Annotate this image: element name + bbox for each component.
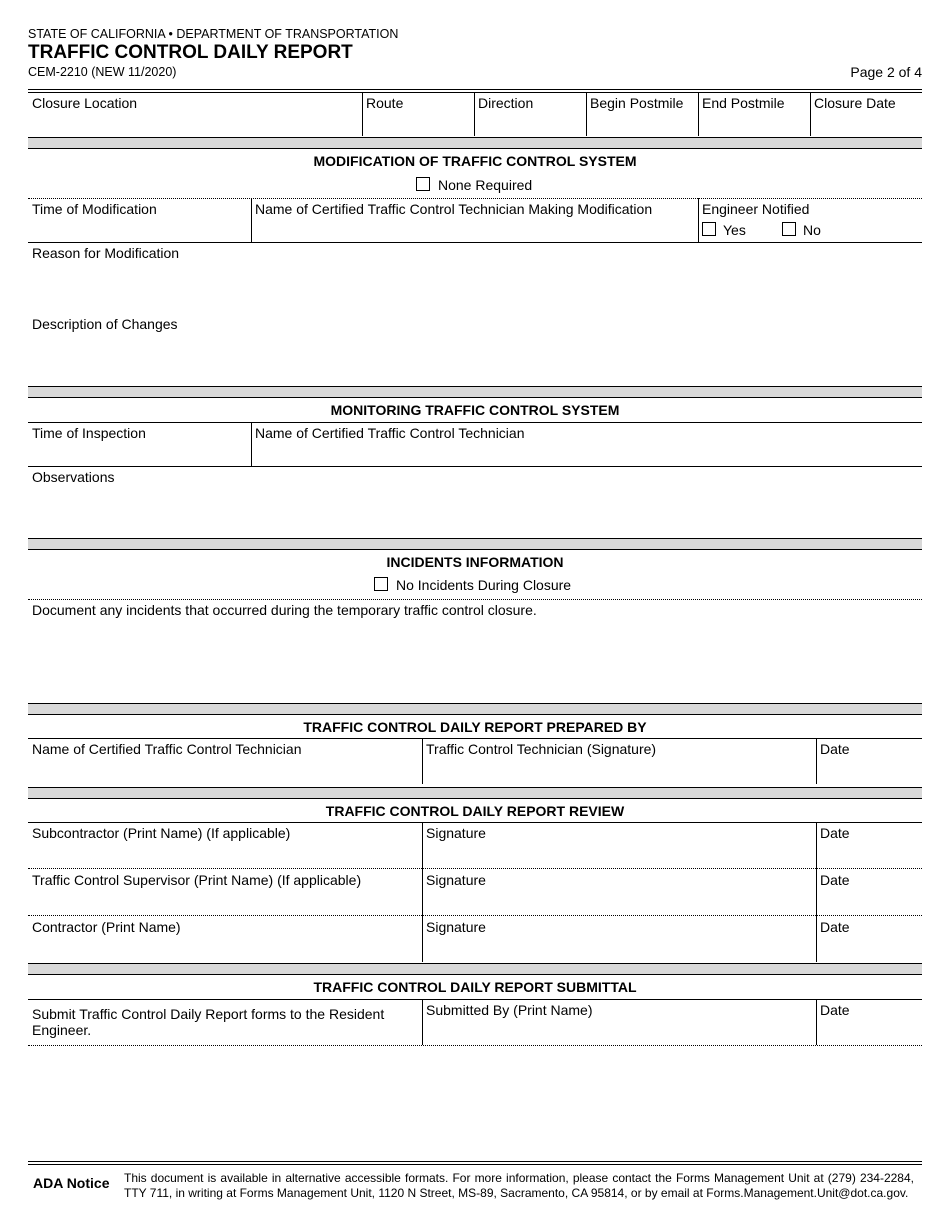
subcontractor-name-field[interactable]: Subcontractor (Print Name) (If applicable) bbox=[32, 825, 291, 841]
rule bbox=[28, 89, 922, 90]
submittal-date-field[interactable]: Date bbox=[820, 1002, 850, 1018]
section-title-incidents: INCIDENTS INFORMATION bbox=[386, 554, 564, 570]
rule bbox=[28, 92, 922, 93]
ada-notice-text: This document is available in alternative accessible formats. For more information, please contact the Forms Management Unit at (279) 234-2284, TTY 711, in writing at Forms Management Unit, 1120 N Street, MS-89, Sacramento, CA 95814, or by email at Forms.Management.Unit@dot.ca.gov. bbox=[124, 1171, 914, 1200]
prepared-signature-field[interactable]: Traffic Control Technician (Signature) bbox=[426, 741, 657, 757]
form-title: TRAFFIC CONTROL DAILY REPORT bbox=[28, 42, 353, 63]
none-required-label: None Required bbox=[438, 177, 533, 193]
submittal-instruction: Submit Traffic Control Daily Report forms to the Resident Engineer. bbox=[32, 1006, 385, 1038]
time-of-inspection-field[interactable]: Time of Inspection bbox=[32, 425, 146, 441]
supervisor-signature-field[interactable]: Signature bbox=[426, 872, 486, 888]
contractor-date-field[interactable]: Date bbox=[820, 919, 850, 935]
none-required-checkbox[interactable] bbox=[416, 177, 430, 191]
modification-technician-field[interactable]: Name of Certified Traffic Control Technician Making Modification bbox=[255, 201, 653, 217]
supervisor-name-field[interactable]: Traffic Control Supervisor (Print Name) (If applicable) bbox=[32, 872, 362, 888]
rule bbox=[28, 198, 922, 199]
rule bbox=[28, 466, 922, 467]
section-title-modification: MODIFICATION OF TRAFFIC CONTROL SYSTEM bbox=[313, 153, 637, 169]
begin-postmile-field[interactable]: Begin Postmile bbox=[590, 95, 684, 111]
form-id: CEM-2210 (NEW 11/2020) bbox=[28, 65, 177, 79]
closure-location-field[interactable]: Closure Location bbox=[32, 95, 138, 111]
divider bbox=[422, 999, 423, 1045]
divider bbox=[816, 822, 817, 962]
section-band bbox=[28, 538, 922, 550]
end-postmile-field[interactable]: End Postmile bbox=[702, 95, 785, 111]
rule bbox=[28, 999, 922, 1000]
rule bbox=[28, 1164, 922, 1165]
direction-field[interactable]: Direction bbox=[478, 95, 534, 111]
section-band bbox=[28, 137, 922, 149]
divider bbox=[698, 198, 699, 242]
section-title-prepared: TRAFFIC CONTROL DAILY REPORT PREPARED BY bbox=[303, 719, 647, 735]
rule bbox=[28, 242, 922, 243]
divider bbox=[251, 422, 252, 466]
time-of-modification-field[interactable]: Time of Modification bbox=[32, 201, 157, 217]
engineer-yes-checkbox[interactable] bbox=[702, 222, 716, 236]
divider bbox=[362, 92, 363, 136]
subcontractor-signature-field[interactable]: Signature bbox=[426, 825, 486, 841]
incidents-description-field[interactable]: Document any incidents that occurred during the temporary traffic control closure. bbox=[32, 602, 537, 618]
divider bbox=[422, 822, 423, 962]
observations-field[interactable]: Observations bbox=[32, 469, 115, 485]
section-band bbox=[28, 703, 922, 715]
route-field[interactable]: Route bbox=[366, 95, 404, 111]
section-band bbox=[28, 787, 922, 799]
rule bbox=[28, 422, 922, 423]
rule bbox=[28, 868, 922, 869]
description-of-changes-field[interactable]: Description of Changes bbox=[32, 316, 178, 332]
engineer-notified-label: Engineer Notified bbox=[702, 201, 810, 217]
closure-date-field[interactable]: Closure Date bbox=[814, 95, 896, 111]
rule bbox=[28, 1045, 922, 1046]
no-incidents-label: No Incidents During Closure bbox=[396, 577, 572, 593]
contractor-name-field[interactable]: Contractor (Print Name) bbox=[32, 919, 181, 935]
subcontractor-date-field[interactable]: Date bbox=[820, 825, 850, 841]
divider bbox=[422, 738, 423, 784]
agency-line: STATE OF CALIFORNIA • DEPARTMENT OF TRANSPORTATION bbox=[28, 27, 399, 41]
rule bbox=[28, 915, 922, 916]
ada-notice-title: ADA Notice bbox=[33, 1175, 110, 1191]
divider bbox=[810, 92, 811, 136]
divider bbox=[816, 999, 817, 1045]
divider bbox=[586, 92, 587, 136]
submitted-by-field[interactable]: Submitted By (Print Name) bbox=[426, 1002, 593, 1018]
contractor-signature-field[interactable]: Signature bbox=[426, 919, 486, 935]
supervisor-date-field[interactable]: Date bbox=[820, 872, 850, 888]
monitoring-technician-field[interactable]: Name of Certified Traffic Control Technician bbox=[255, 425, 525, 441]
rule bbox=[28, 1161, 922, 1162]
rule bbox=[28, 599, 922, 600]
engineer-no-checkbox[interactable] bbox=[782, 222, 796, 236]
engineer-yes-label: Yes bbox=[723, 222, 746, 238]
engineer-no-label: No bbox=[803, 222, 821, 238]
page-number: Page 2 of 4 bbox=[850, 64, 922, 80]
section-title-monitoring: MONITORING TRAFFIC CONTROL SYSTEM bbox=[330, 402, 620, 418]
section-title-review: TRAFFIC CONTROL DAILY REPORT REVIEW bbox=[325, 803, 625, 819]
divider bbox=[816, 738, 817, 784]
prepared-date-field[interactable]: Date bbox=[820, 741, 850, 757]
no-incidents-checkbox[interactable] bbox=[374, 577, 388, 591]
divider bbox=[251, 198, 252, 242]
divider bbox=[698, 92, 699, 136]
prepared-name-field[interactable]: Name of Certified Traffic Control Technician bbox=[32, 741, 302, 757]
rule bbox=[28, 822, 922, 823]
reason-for-modification-field[interactable]: Reason for Modification bbox=[32, 245, 180, 261]
section-band bbox=[28, 386, 922, 398]
divider bbox=[474, 92, 475, 136]
section-band bbox=[28, 963, 922, 975]
section-title-submittal: TRAFFIC CONTROL DAILY REPORT SUBMITTAL bbox=[313, 979, 637, 995]
rule bbox=[28, 738, 922, 739]
